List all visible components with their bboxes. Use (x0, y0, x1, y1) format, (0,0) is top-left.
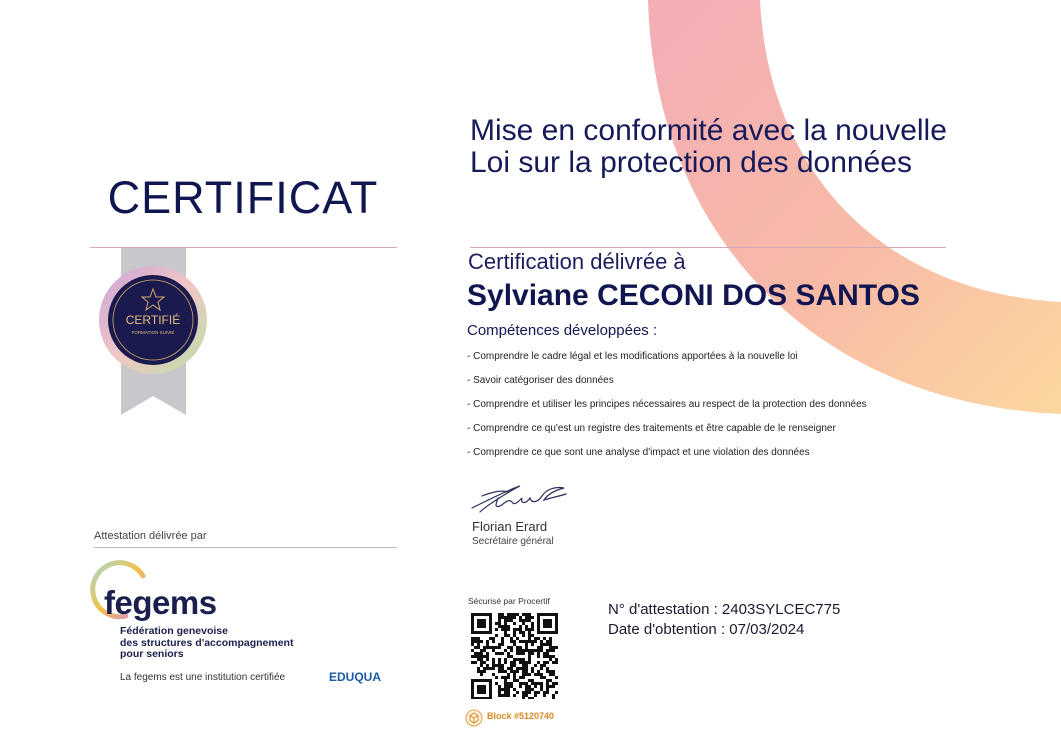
fegems-full-name (120, 626, 293, 661)
attestation-number: N° d'attestation : 2403SYLCEC775 (608, 601, 841, 618)
block-icon (465, 709, 483, 727)
course-title: Mise en conformité avec la nouvelle Loi sur la protection des données (470, 114, 947, 179)
fegems-name-line-3: pour seniors (120, 648, 184, 660)
block-link[interactable]: Block #5120740 (487, 711, 555, 721)
fegems-name-line-2: des structures d'accompagnement (120, 636, 294, 649)
divider-right (470, 247, 946, 248)
skill-item: - Comprendre le cadre légal et les modifications apportées à la nouvelle loi (467, 351, 798, 362)
attestation-label: Attestation délivrée par (94, 530, 207, 542)
skills-heading: Compétences développées : (467, 322, 658, 339)
certificate-heading: CERTIFICAT (107, 172, 379, 223)
signatory-name: Florian Erard (472, 519, 548, 534)
institution-note: La fegems est une institution certifiée (120, 672, 286, 683)
badge-label: CERTIFIÉ (125, 313, 181, 327)
date-obtained: Date d'obtention : 07/03/2024 (608, 621, 805, 638)
divider-issuer (94, 547, 397, 548)
fegems-wordmark: fegems (104, 584, 217, 621)
skill-item: - Savoir catégoriser des données (467, 375, 614, 386)
fegems-name-line-1: Fédération genevoise (120, 625, 228, 637)
delivered-to-label: Certification délivrée à (468, 249, 686, 274)
skill-item: - Comprendre et utiliser les principes nécessaires au respect de la protection des données (467, 399, 867, 410)
eduqua-logo (329, 670, 381, 684)
recipient-name: Sylviane CECONI DOS SANTOS (467, 279, 920, 312)
certified-badge (98, 248, 210, 418)
handwritten-signature (468, 478, 570, 518)
badge-sublabel: FORMATION SUIVIE (131, 330, 175, 335)
eduqua-text: EDUQUA (329, 670, 382, 684)
skill-item: - Comprendre ce qu'est un registre des traitements et être capable de le renseigner (467, 423, 836, 434)
signatory-role: Secrétaire général (472, 536, 554, 547)
secured-by-label: Sécurisé par Procertif (468, 596, 550, 606)
verification-qr-code[interactable] (471, 613, 559, 699)
skill-item: - Comprendre ce que sont une analyse d'impact et une violation des données (467, 447, 810, 458)
